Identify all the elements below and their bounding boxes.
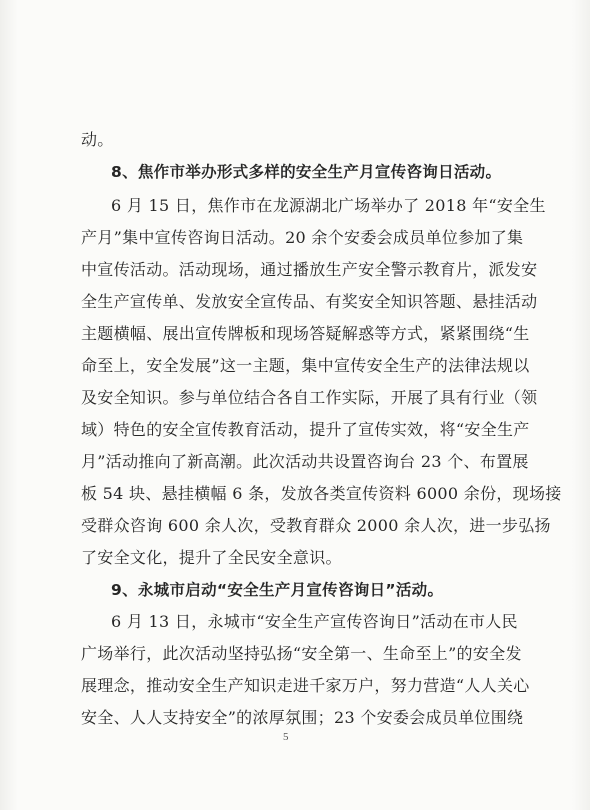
paragraph-line: 月”活动推向了新高潮。此次活动共设置咨询台 23 个、布置展 [81,452,529,471]
paragraph-line: 命至上，安全发展”这一主题，集中宣传安全生产的法律法规以 [81,356,530,375]
paragraph-line: 受群众咨询 600 余人次，受教育群众 2000 余人次，进一步弘扬 [81,516,551,535]
section-heading-8: 8、焦作市举办形式多样的安全生产月宣传咨询日活动。 [111,163,502,181]
paragraph-line: 安全、人人支持安全”的浓厚氛围；23 个安委会成员单位围绕 [81,708,524,727]
section-heading-9: 9、永城市启动“安全生产月宣传咨询日”活动。 [111,581,444,599]
text-line: 动。 [81,130,114,149]
paragraph-line: 产月”集中宣传咨询日活动。20 余个安委会成员单位参加了集 [81,228,524,247]
paragraph-line: 全生产宣传单、发放安全宣传品、有奖安全知识答题、悬挂活动 [81,292,538,311]
page-number: 5 [283,731,289,743]
paragraph-line: 及安全知识。参与单位结合各自工作实际，开展了具有行业（领 [81,388,538,407]
paragraph-line: 中宣传活动。活动现场，通过播放生产安全警示教育片，派发安 [81,260,538,279]
paragraph-line: 广场举行，此次活动坚持弘扬“安全第一、生命至上”的安全发 [81,644,522,663]
paragraph-line: 主题横幅、展出宣传牌板和现场答疑解惑等方式，紧紧围绕“生 [81,324,530,343]
paragraph-line: 域）特色的安全宣传教育活动，提升了宣传实效，将“安全生产 [81,420,530,439]
paragraph-line: 展理念，推动安全生产知识走进千家万户，努力营造“人人关心 [81,676,530,695]
paragraph-line: 了安全文化，提升了全民安全意识。 [81,548,342,567]
paragraph-line: 6 月 13 日，永城市“安全生产宣传咨询日”活动在市人民 [111,612,518,631]
paragraph-line: 板 54 块、悬挂横幅 6 条，发放各类宣传资料 6000 余份，现场接 [81,484,562,503]
paragraph-line: 6 月 15 日，焦作市在龙源湖北广场举办了 2018 年“安全生 [111,196,546,215]
